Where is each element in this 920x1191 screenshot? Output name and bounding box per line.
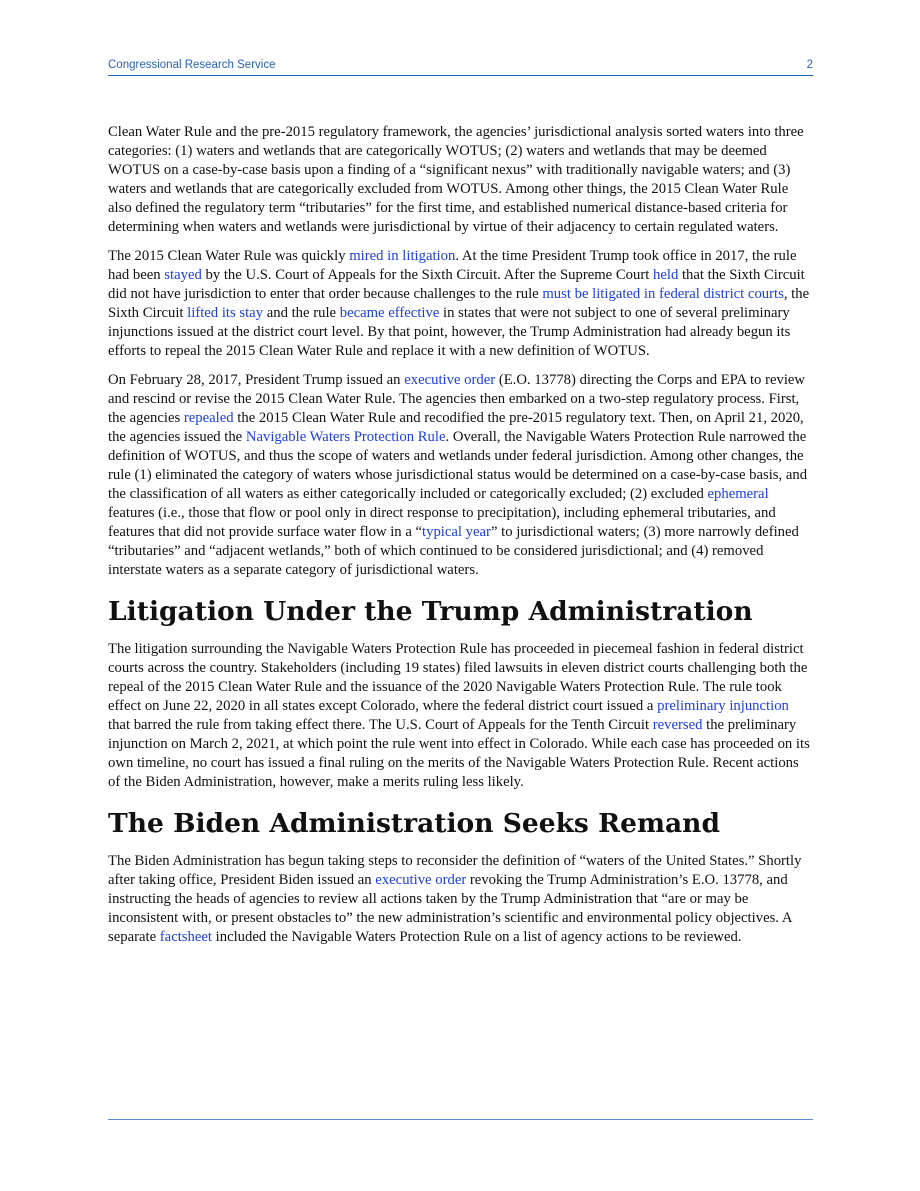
text-run: The litigation surrounding the Navigable Waters Protection Rule has proceeded in piecemeal fashion in federal district courts across the country. Stakeholders (including 19 states) filed lawsuits in eleven district courts challenging both the repeal of the 2015 Clean Water Rule and the issuance of the 2020 Navigable Waters Protection Rule. The rule took effect on June 22, 2020 in all states except Colorado, where the federal district court issued a [108,641,808,714]
body-paragraph [108,371,813,580]
inline-link[interactable]: repealed [183,410,234,426]
text-run: by the U.S. Court of Appeals for the Sixth Circuit. After the Supreme Court [201,267,653,283]
text-run: Clean Water Rule and the pre-2015 regulatory framework, the agencies’ jurisdictional analysis sorted waters into three categories: (1) waters and wetlands that are categorically WOTUS; (2) waters and wetlands that may be deemed WOTUS on a case-by-case basis upon a finding of a “significant nexus” with traditionally navigable waters; and (3) waters and wetlands that are categorically excluded from WOTUS. Among other things, the 2015 Clean Water Rule also defined the regulatory term “tributaries” for the first time, and established numerical distance-based criteria for determining when waters and wetlands were jurisdictional by virtue of their adjacency to certain regulated waters. [108,124,804,235]
page-number: 2 [806,59,813,71]
inline-link[interactable]: stayed [164,267,202,283]
text-run: The Biden Administration has begun taking steps to reconsider the definition of “waters of the United States.” Shortly after taking office, President Biden issued an [108,853,802,888]
text-run: . At the time President Trump took office in 2017, the rule had been [108,248,797,283]
inline-link[interactable]: executive order [375,872,467,888]
text-run: that the Sixth Circuit did not have jurisdiction to enter that order because challenges to the rule [108,267,805,302]
inline-link[interactable]: Navigable Waters Protection Rule [245,429,446,445]
page-header [108,59,813,76]
inline-link[interactable]: typical year [422,524,491,540]
text-run: The 2015 Clean Water Rule was quickly [108,248,350,264]
inline-link[interactable]: executive order [404,372,496,388]
text-run: revoking the Trump Administration’s E.O. 13778, and instructing the heads of agencies to review all actions taken by the Trump Administration that “are or may be inconsistent with, or present obstacles to” the new administration’s scientific and environmental policy objectives. A separate [108,872,792,945]
text-run: that barred the rule from taking effect there. The U.S. Court of Appeals for the Tenth Circuit [108,717,653,733]
inline-link[interactable]: lifted its stay [187,305,264,321]
section-heading-biden: The Biden Administration Seeks Remand [108,808,720,839]
body-paragraph [108,123,813,237]
text-run: . Overall, the Navigable Waters Protection Rule narrowed the definition of WOTUS, and thus the scope of waters and wetlands under federal jurisdiction. Among other changes, the rule (1) eliminated the category of waters whose jurisdictional status would be determined on a case-by-case basis, and the classification of all waters as either categorically included or categorically excluded; (2) excluded [108,429,808,502]
inline-link[interactable]: must be litigated in federal district courts [542,286,784,302]
inline-link[interactable]: mired in litigation [349,248,456,264]
text-run: , the Sixth Circuit [108,286,810,321]
publisher-name: Congressional Research Service [108,59,276,71]
inline-link[interactable]: became effective [339,305,440,321]
inline-link[interactable]: ephemeral [707,486,769,502]
text-run: in states that were not subject to one of several preliminary injunctions issued at the district court level. By that point, however, the Trump Administration had already begun its efforts to repeal the 2015 Clean Water Rule and replace it with a new definition of WOTUS. [108,305,791,359]
text-run: (E.O. 13778) directing the Corps and EPA to review and rescind or revise the 2015 Clean Water Rule. The agencies then embarked on a two-step regulatory process. First, the agencies [108,372,806,426]
body-paragraph [108,640,813,792]
text-run: On February 28, 2017, President Trump issued an [108,372,405,388]
text-run: and the rule [263,305,340,321]
body-paragraph [108,852,813,947]
inline-link[interactable]: factsheet [159,929,212,945]
text-run: the 2015 Clean Water Rule and recodified the pre-2015 regulatory text. Then, on April 21, 2020, the agencies issued the [108,410,804,445]
text-run: included the Navigable Waters Protection Rule on a list of agency actions to be reviewed. [211,929,742,945]
document-body [108,123,813,957]
inline-link[interactable]: preliminary injunction [657,698,789,714]
inline-link[interactable]: reversed [652,717,703,733]
text-run: the preliminary injunction on March 2, 2021, at which point the rule went into effect in Colorado. While each case has proceeded on its own timeline, no court has issued a final ruling on the merits of the Navigable Waters Protection Rule. Recent actions of the Biden Administration, however, make a merits ruling less likely. [108,717,810,790]
text-run: ” to jurisdictional waters; (3) more narrowly defined “tributaries” and “adjacent wetlands,” both of which continued to be considered jurisdictional; and (4) removed interstate waters as a separate category of jurisdictional waters. [108,524,799,578]
inline-link[interactable]: held [653,267,679,283]
section-heading-litigation: Litigation Under the Trump Administration [108,596,753,627]
body-paragraph [108,247,813,361]
footer-rule [108,1119,813,1120]
text-run: features (i.e., those that flow or pool only in direct response to precipitation), including ephemeral tributaries, and features that did not provide surface water flow in a “ [108,505,776,540]
